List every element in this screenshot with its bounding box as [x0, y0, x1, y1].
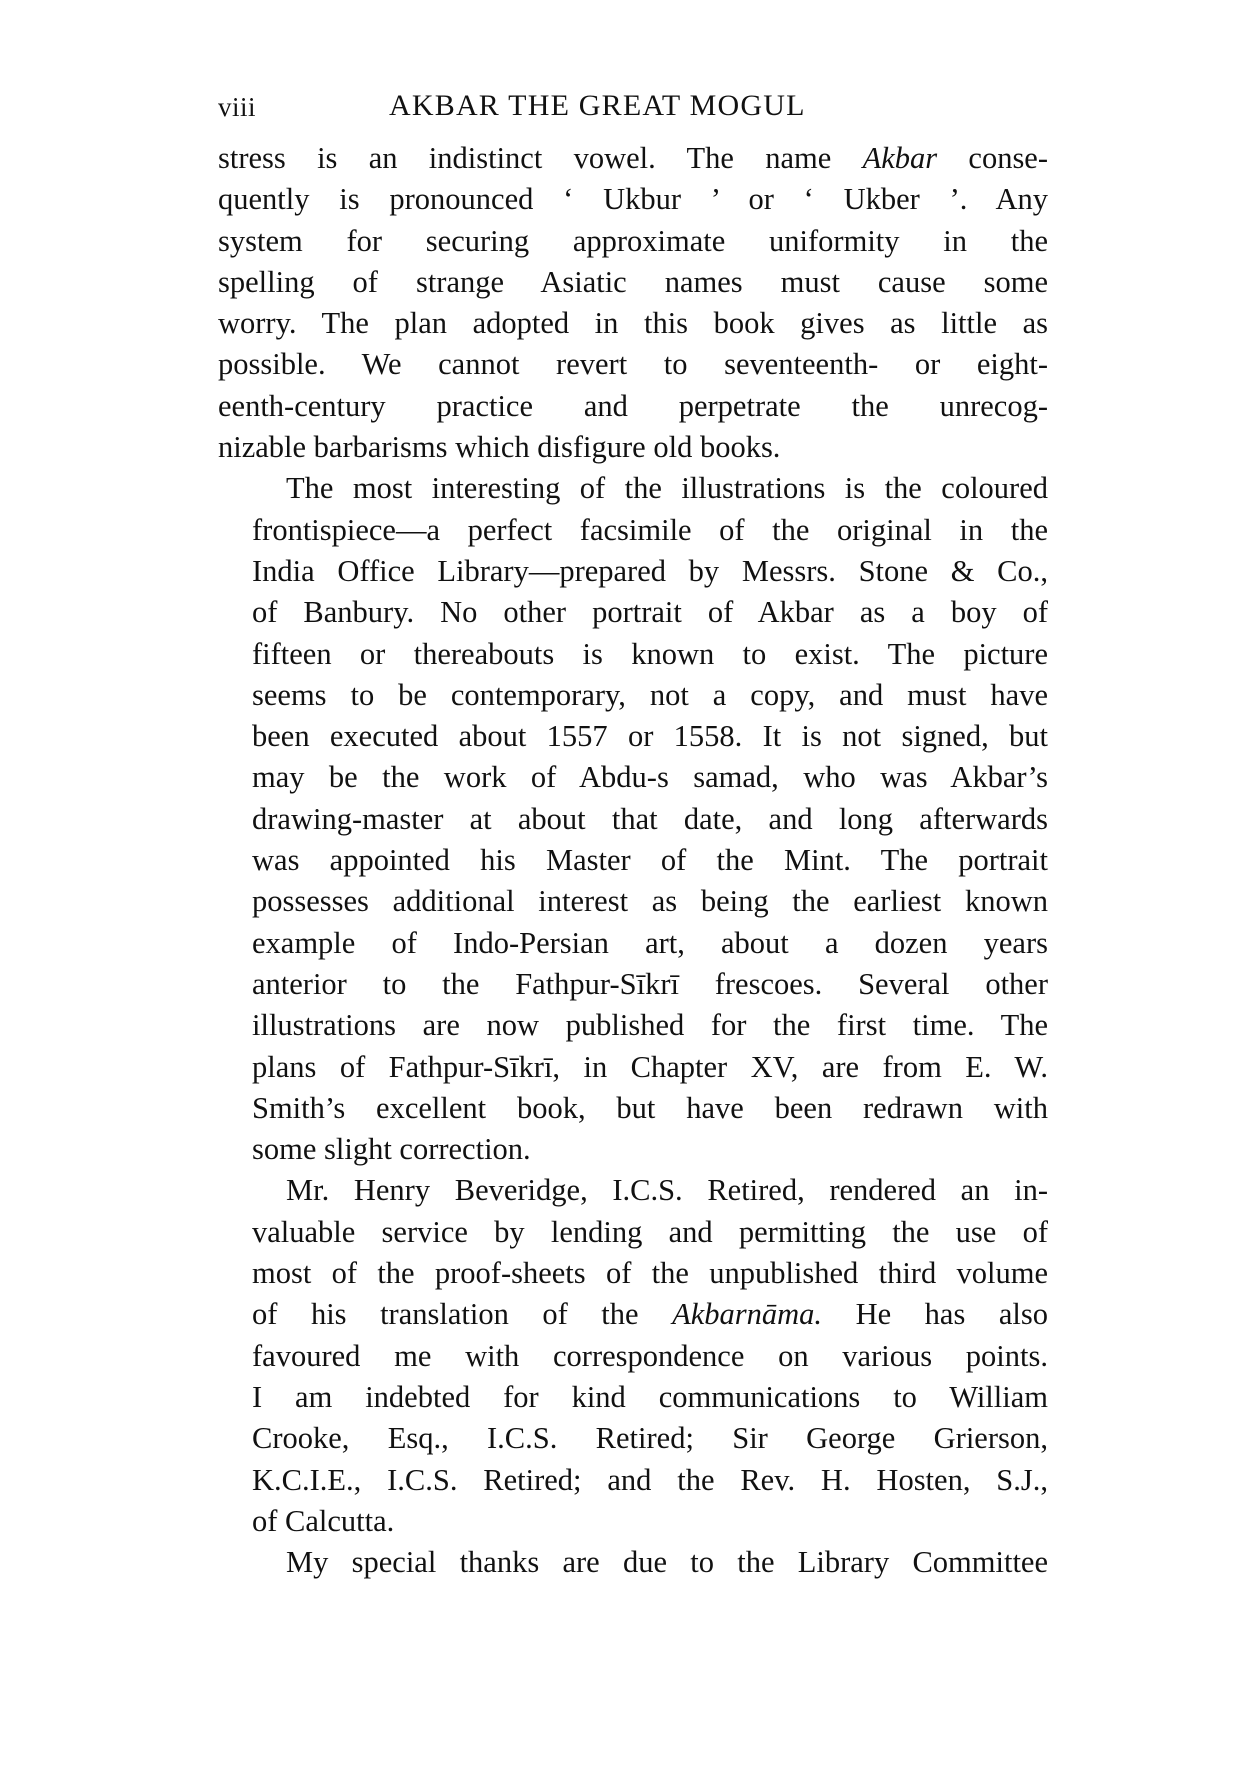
text-line: nizable barbarisms which disfigure old books. [218, 430, 781, 465]
text-line: favoured me with correspondence on various points. [252, 1338, 1048, 1373]
text-line: stress is an indistinct vowel. The name Akbar conse- [218, 141, 1048, 175]
text-line: Crooke, Esq., I.C.S. Retired; Sir George Grierson, [252, 1421, 1048, 1456]
text-line: Smith’s excellent book, but have been redrawn with [252, 1090, 1048, 1125]
text-line: plans of Fathpur-Sīkrī, in Chapter XV, are from E. W. [252, 1049, 1048, 1084]
running-head [218, 82, 1048, 126]
text-line: My special thanks are due to the Library Committee [286, 1545, 1048, 1580]
text-line: I am indebted for kind communications to William [252, 1379, 1048, 1414]
paragraph-4 [218, 1542, 1048, 1583]
text-line: possible. We cannot revert to seventeenth- or eight- [218, 347, 1048, 382]
text-line: frontispiece—a perfect facsimile of the original in the [252, 512, 1048, 547]
paragraph-3 [218, 1170, 1048, 1542]
text-line: was appointed his Master of the Mint. The portrait [252, 843, 1048, 878]
italic-title: Akbarnāma. [672, 1297, 823, 1332]
text-line: India Office Library—prepared by Messrs. Stone & Co., [252, 553, 1048, 588]
text-line: Mr. Henry Beveridge, I.C.S. Retired, rendered an in- [286, 1173, 1048, 1208]
paragraph-1 [218, 138, 1048, 468]
text-line: most of the proof-sheets of the unpublished third volume [252, 1256, 1048, 1291]
text-line: anterior to the Fathpur-Sīkrī frescoes. Several other [252, 966, 1048, 1001]
page-number: viii [218, 92, 257, 122]
text-line: valuable service by lending and permitting the use of [252, 1214, 1048, 1249]
body-text [218, 138, 1048, 1583]
text-line: may be the work of Abdu-s samad, who was Akbar’s [252, 760, 1048, 795]
text-line: drawing-master at about that date, and long afterwards [252, 801, 1048, 836]
text-line: K.C.I.E., I.C.S. Retired; and the Rev. H. Hosten, S.J., [252, 1462, 1048, 1497]
text-line: possesses additional interest as being the earliest known [252, 884, 1048, 919]
text-line: spelling of strange Asiatic names must cause some [218, 264, 1048, 299]
italic-title: Akbar [862, 141, 938, 175]
text-line: The most interesting of the illustrations is the coloured [286, 471, 1048, 506]
text-line: been executed about 1557 or 1558. It is not signed, but [252, 719, 1048, 754]
text-line: quently is pronounced ‘ Ukbur ’ or ‘ Ukber ’. Any [218, 182, 1048, 217]
text-line: of Banbury. No other portrait of Akbar as a boy of [252, 595, 1048, 630]
text-line: worry. The plan adopted in this book gives as little as [218, 306, 1048, 341]
text-line: eenth-century practice and perpetrate the unrecog- [218, 388, 1048, 423]
text-line: illustrations are now published for the first time. The [252, 1008, 1048, 1043]
book-page [218, 82, 1048, 1583]
text-line: example of Indo-Persian art, about a dozen years [252, 925, 1048, 960]
text-line: fifteen or thereabouts is known to exist. The picture [252, 636, 1048, 671]
paragraph-2 [218, 468, 1048, 1170]
text-line: seems to be contemporary, not a copy, and must have [252, 677, 1048, 712]
text-line: some slight correction. [252, 1132, 531, 1167]
text-line: of his translation of the Akbarnāma. He has also [252, 1297, 1048, 1332]
running-title: AKBAR THE GREAT MOGUL [389, 89, 806, 122]
text-line: system for securing approximate uniformity in the [218, 223, 1048, 258]
text-line: of Calcutta. [252, 1503, 395, 1538]
